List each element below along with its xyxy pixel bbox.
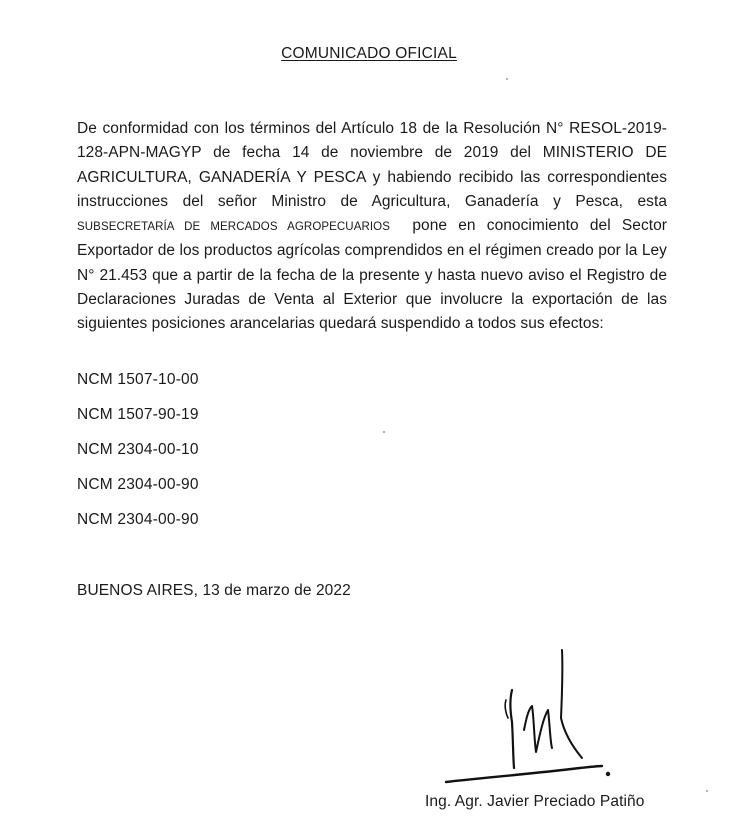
ncm-code-item: NCM 1507-10-00 <box>77 371 199 388</box>
place-and-date: BUENOS AIRES, 13 de marzo de 2022 <box>77 582 351 599</box>
ncm-code-item: NCM 2304-00-10 <box>77 441 199 458</box>
signer-name: Ing. Agr. Javier Preciado Patiño <box>425 793 645 810</box>
ncm-code-item: NCM 2304-00-90 <box>77 476 199 493</box>
signature-dot <box>606 772 610 776</box>
ncm-code-item: NCM 1507-90-19 <box>77 406 199 423</box>
main-paragraph <box>77 117 667 337</box>
paper-speck <box>506 78 508 80</box>
handwritten-signature <box>440 640 630 790</box>
document-title: COMUNICADO OFICIAL <box>281 45 457 62</box>
ncm-code-item: NCM 2304-00-90 <box>77 511 199 528</box>
paper-speck <box>383 431 385 433</box>
organization-name: SUBSECRETARÍA DE MERCADOS AGROPECUARIOS <box>77 221 391 234</box>
paragraph-text-before-org: De conformidad con los términos del Artículo 18 de la Resolución N° RESOL-2019-128-APN-MAGYP de fecha 14 de noviembre de 2019 del MINISTERIO DE AGRICULTURA, GANADERÍA Y PESCA y habiendo recibido las correspondientes instrucciones del señor Ministro de Agricultura, Ganadería y Pesca, esta <box>77 120 667 210</box>
paragraph-text-after-org: pone en conocimiento del Sector Exportador de los productos agrícolas comprendidos en el régimen creado por la Ley N° 21.453 que a partir de la fecha de la presente y hasta nuevo aviso el Registro de Declaraciones Juradas de Venta al Exterior que involucre la exportación de las siguientes posiciones arancelarias quedará suspendido a todos sus efectos: <box>77 217 668 333</box>
paper-speck <box>706 790 708 792</box>
